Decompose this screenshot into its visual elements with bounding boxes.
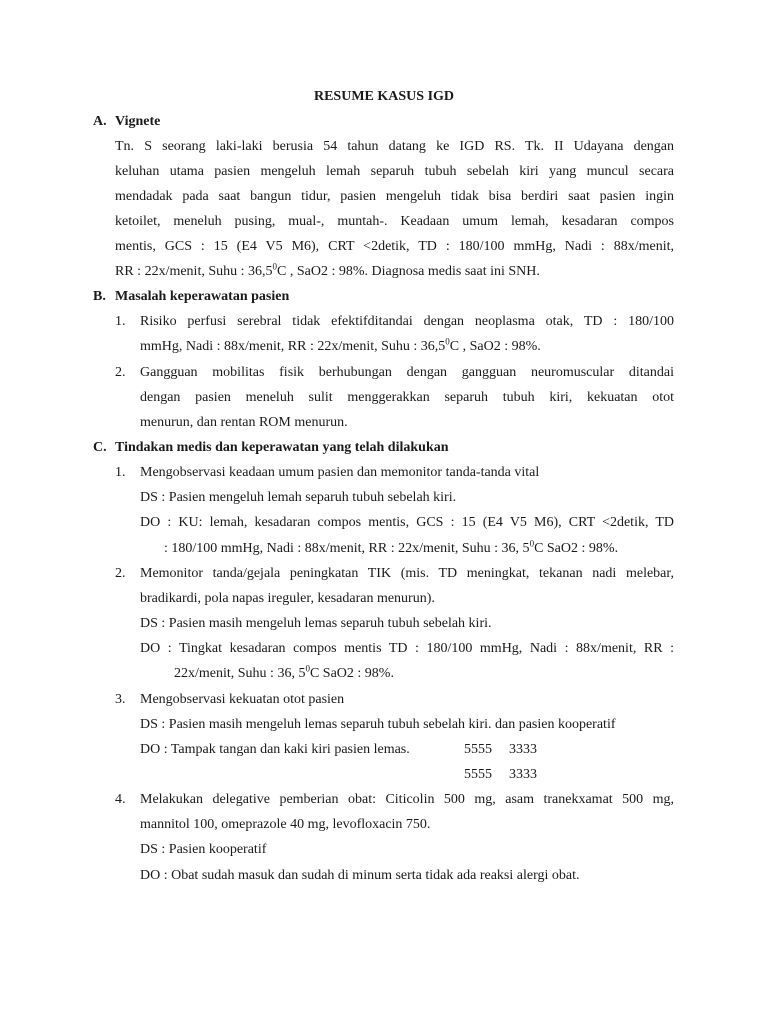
text-run: mmHg, Nadi : 88x/menit, RR : 22x/menit, Suhu : 36,5 [140, 339, 446, 354]
section-c-item-2-number: 2. [115, 566, 126, 581]
section-a-line-3: mendadak pada saat bangun tidur, pasien mengeluh tidak bisa berdiri saat pasien ingin [115, 189, 674, 204]
text-run: RR : 22x/menit, Suhu : 36,5 [115, 264, 273, 279]
text-run: C , SaO2 : 98%. Diagnosa medis saat ini SNH. [277, 264, 540, 279]
section-c-item-1-line-1: Mengobservasi keadaan umum pasien dan memonitor tanda-tanda vital [140, 465, 540, 480]
section-a-line-1: Tn. S seorang laki-laki berusia 54 tahun datang ke IGD RS. Tk. II Udayana dengan [115, 139, 674, 154]
section-c-item-4-ds: DS : Pasien kooperatif [140, 842, 267, 857]
section-b-heading: Masalah keperawatan pasien [115, 289, 290, 304]
text-run: C SaO2 : 98%. [309, 666, 394, 681]
section-b-item-1-line-2 [140, 338, 541, 356]
section-b-item-2-line-3: menurun, dan rentan ROM menurun. [140, 415, 348, 430]
text-run: : 180/100 mmHg, Nadi : 88x/menit, RR : 22x/menit, Suhu : 36, 5 [164, 541, 530, 556]
section-c-item-1-ds: DS : Pasien mengeluh lemah separuh tubuh sebelah kiri. [140, 490, 457, 505]
muscle-strength-left-lower: 3333 [509, 767, 537, 782]
section-a-letter: A. [93, 114, 107, 129]
section-c-item-1-do-line-2 [164, 540, 618, 558]
section-b-item-2-number: 2. [115, 365, 126, 380]
section-a-heading: Vignete [115, 114, 161, 129]
superscript: 0 [305, 663, 310, 674]
section-c-item-3-ds: DS : Pasien masih mengeluh lemas separuh tubuh sebelah kiri. dan pasien kooperatif [140, 717, 616, 732]
section-c-item-2-line-2: bradikardi, pola napas ireguler, kesadaran menurun). [140, 591, 435, 606]
section-c-item-4-do: DO : Obat sudah masuk dan sudah di minum serta tidak ada reaksi alergi obat. [140, 868, 580, 883]
section-a-line-5: mentis, GCS : 15 (E4 V5 M6), CRT <2detik, TD : 180/100 mmHg, Nadi : 88x/menit, [115, 239, 674, 254]
section-c-item-4-line-2: mannitol 100, omeprazole 40 mg, levofloxacin 750. [140, 817, 431, 832]
text-run: C , SaO2 : 98%. [449, 339, 541, 354]
section-b-item-1-number: 1. [115, 314, 126, 329]
section-c-item-2-line-1: Memonitor tanda/gejala peningkatan TIK (mis. TD meningkat, tekanan nadi melebar, [140, 566, 674, 581]
section-c-item-2-do-line-2 [174, 665, 394, 683]
muscle-strength-right-lower: 5555 [464, 767, 492, 782]
text-run: C SaO2 : 98%. [534, 541, 619, 556]
muscle-strength-right-upper: 5555 [464, 742, 492, 757]
section-b-item-2-line-2: dengan pasien meneluh sulit menggerakkan separuh tubuh kiri, kekuatan otot [140, 390, 674, 405]
section-c-item-2-do-line-1: DO : Tingkat kesadaran compos mentis TD : 180/100 mmHg, Nadi : 88x/menit, RR : [140, 641, 674, 656]
section-c-heading: Tindakan medis dan keperawatan yang telah dilakukan [115, 440, 449, 455]
superscript: 0 [529, 538, 535, 549]
section-c-item-1-do-line-1: DO : KU: lemah, kesadaran compos mentis, GCS : 15 (E4 V5 M6), CRT <2detik, TD [140, 515, 674, 530]
text-run: 22x/menit, Suhu : 36, 5 [174, 666, 306, 681]
superscript: 0 [445, 336, 450, 347]
superscript: 0 [272, 261, 278, 272]
section-b-item-2-line-1: Gangguan mobilitas fisik berhubungan dengan gangguan neuromuscular ditandai [140, 365, 674, 380]
section-a-line-6 [115, 263, 540, 281]
section-c-item-3-line-1: Mengobservasi kekuatan otot pasien [140, 692, 345, 707]
section-b-letter: B. [93, 289, 106, 304]
muscle-strength-left-upper: 3333 [509, 742, 537, 757]
section-c-letter: C. [93, 440, 107, 455]
section-c-item-2-ds: DS : Pasien masih mengeluh lemas separuh tubuh sebelah kiri. [140, 616, 492, 631]
section-a-line-4: ketoilet, meneluh pusing, mual-, muntah-. Keadaan umum lemah, kesadaran compos [115, 214, 674, 229]
section-c-item-3-do: DO : Tampak tangan dan kaki kiri pasien lemas. [140, 742, 410, 757]
document-title: RESUME KASUS IGD [313, 89, 455, 104]
section-a-line-2: keluhan utama pasien mengeluh lemah separuh tubuh sebelah kiri yang muncul secara [115, 164, 674, 179]
section-c-item-1-number: 1. [115, 465, 126, 480]
section-c-item-3-number: 3. [115, 692, 126, 707]
section-c-item-4-number: 4. [115, 792, 126, 807]
section-c-item-4-line-1: Melakukan delegative pemberian obat: Citicolin 500 mg, asam tranekxamat 500 mg, [140, 792, 674, 807]
section-b-item-1-line-1: Risiko perfusi serebral tidak efektifditandai dengan neoplasma otak, TD : 180/100 [140, 314, 674, 329]
